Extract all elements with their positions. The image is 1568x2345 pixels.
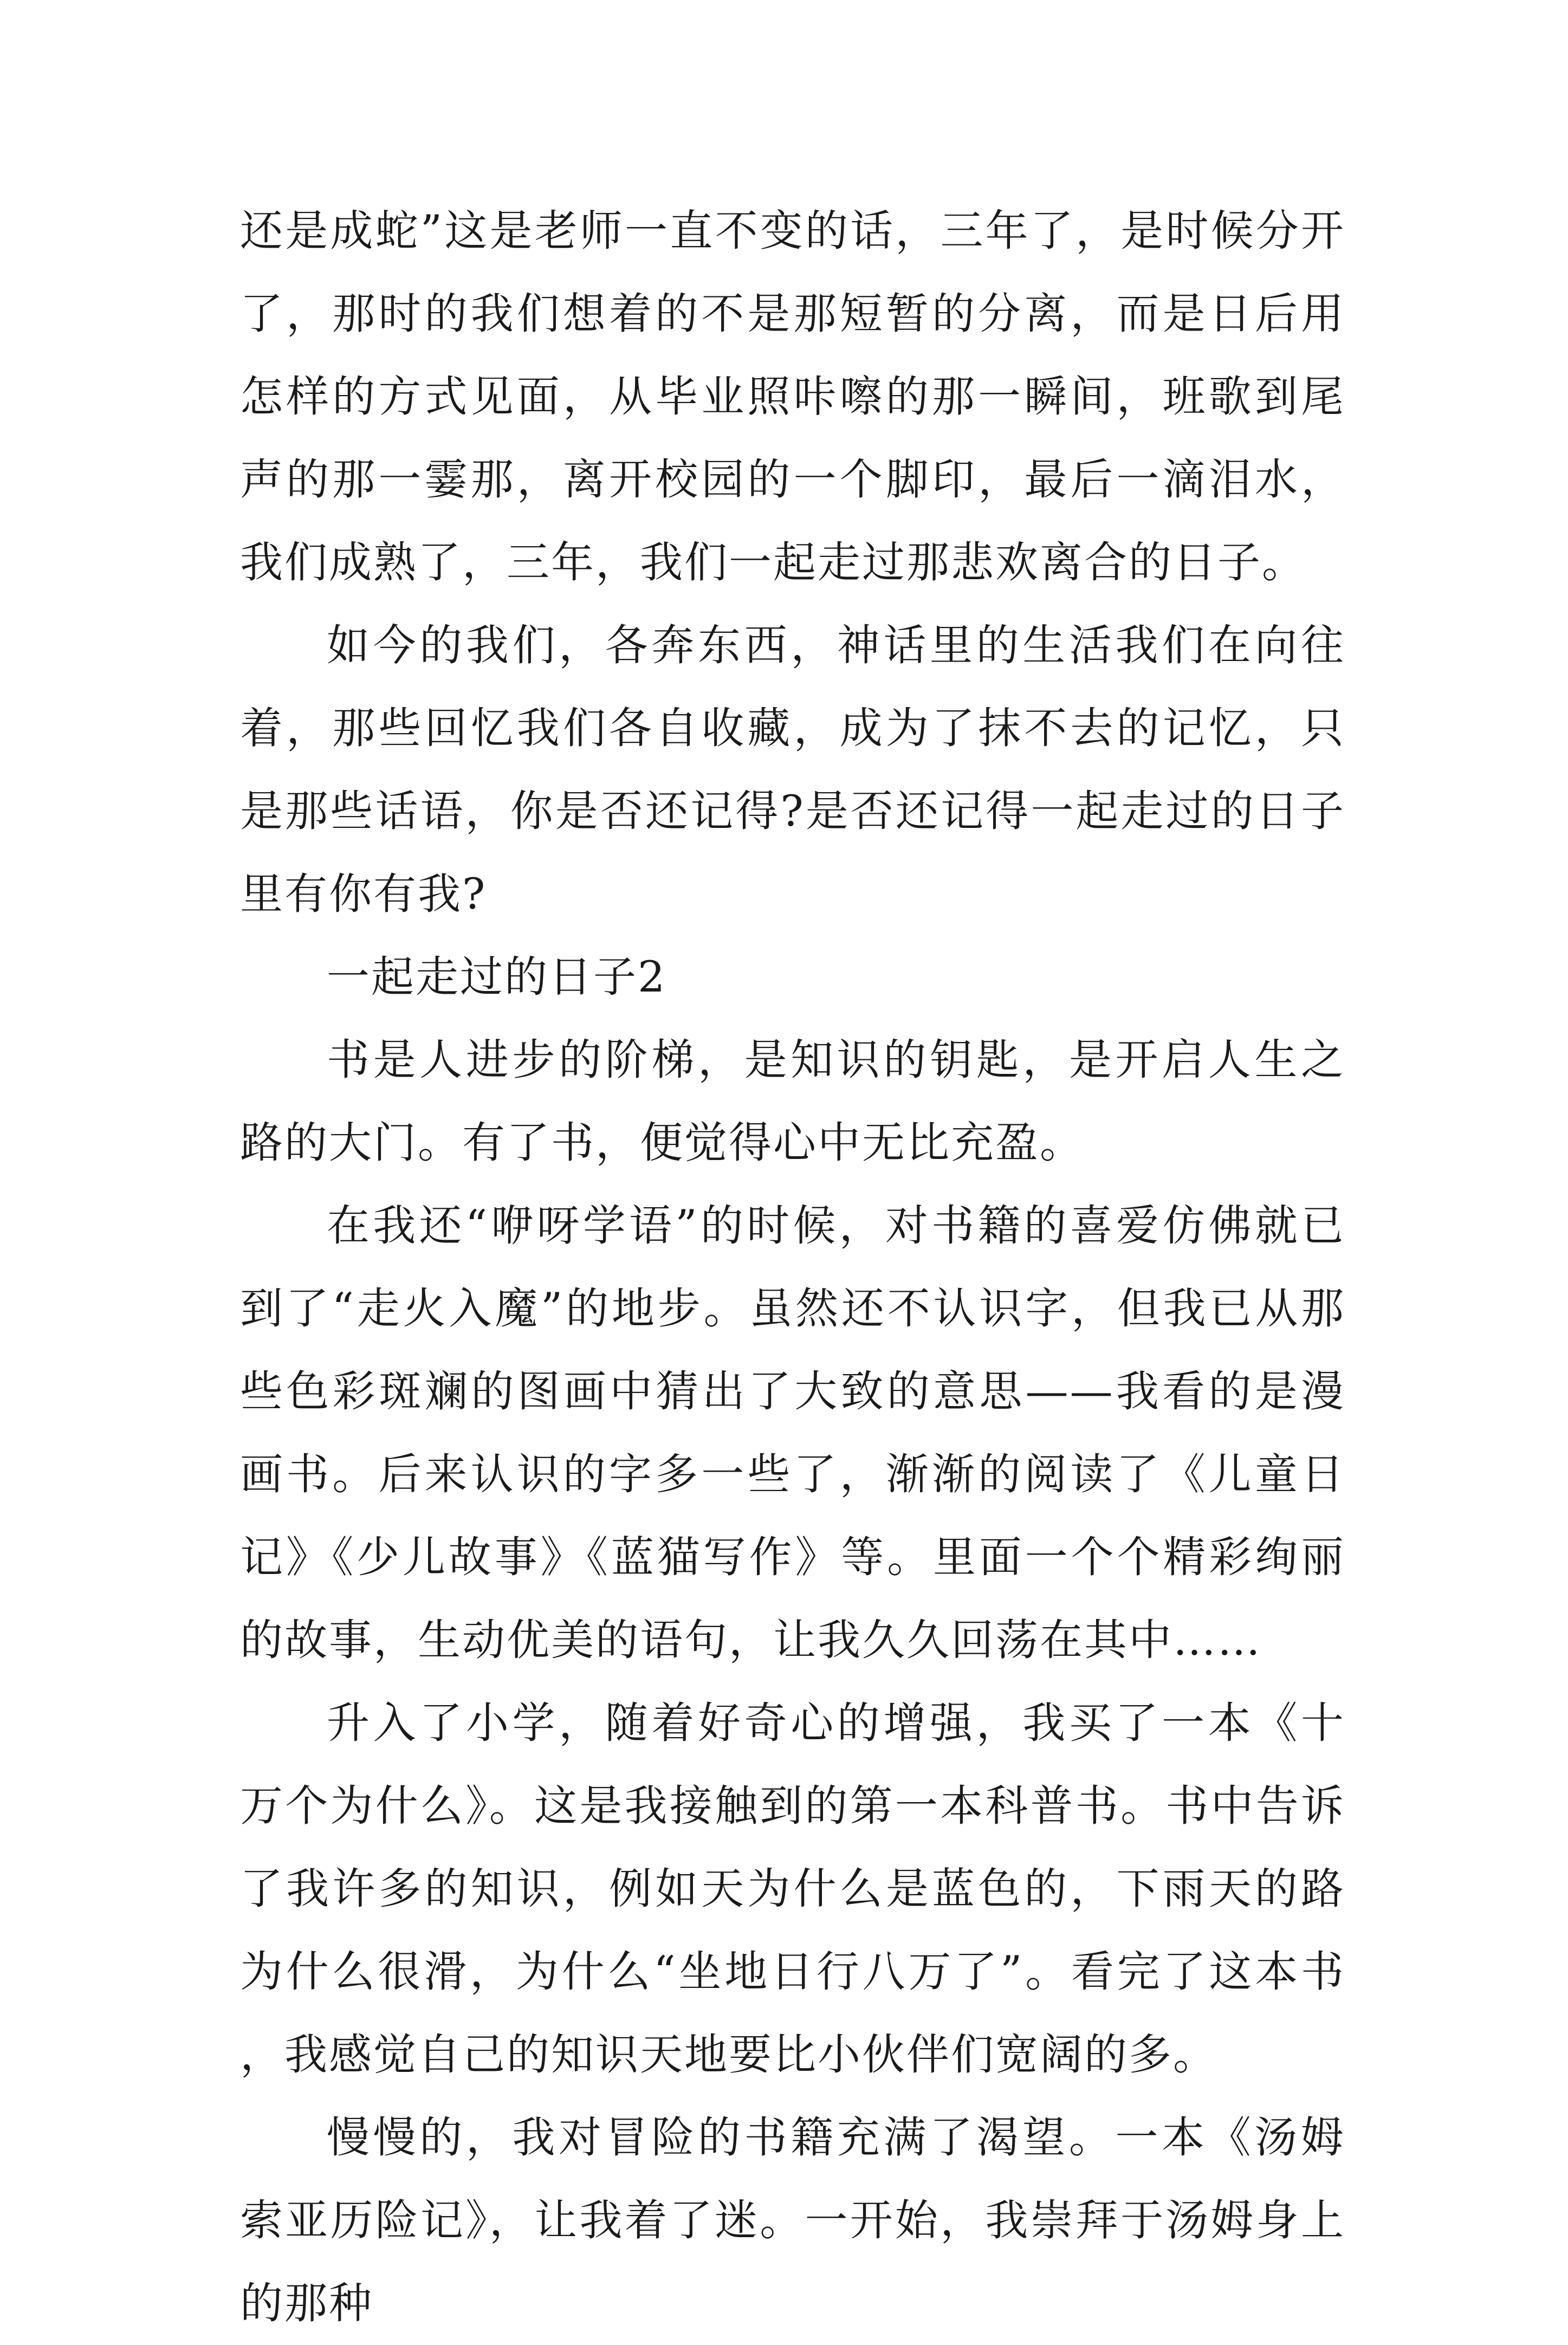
paragraph-3: 书是人进步的阶梯，是知识的钥匙，是开启人生之路的大门。有了书，便觉得心中无比充盈。: [240, 1035, 1345, 1168]
paragraph-4: 在我还“咿呀学语”的时候，对书籍的喜爱仿佛就已到了“走火入魔”的地步。虽然还不认识字，但我已从那些色彩斑斓的图画中猜出了大致的意思——我看的是漫画书。后来认识的字多一些了，渐渐的阅读了《儿童日记》《少儿故事》《蓝猫写作》等。里面一个个精彩绚丽的故事，生动优美的语句，让我久久回荡在其中……: [240, 1201, 1345, 1665]
paragraph-2: 如今的我们，各奔东西，神话里的生活我们在向往着，那些回忆我们各自收藏，成为了抹不去的记忆，只是那些话语，你是否还记得?是否还记得一起走过的日子里有你有我?: [240, 620, 1345, 919]
section-heading: 一起走过的日子2: [327, 952, 667, 1002]
document-body: [240, 190, 1345, 2345]
paragraph-6: 慢慢的，我对冒险的书籍充满了渴望。一本《汤姆索亚历险记》，让我着了迷。一开始，我崇拜于汤姆身上的那种: [240, 2113, 1345, 2328]
paragraph-5: 升入了小学，随着好奇心的增强，我买了一本《十万个为什么》。这是我接触到的第一本科普书。书中告诉了我许多的知识，例如天为什么是蓝色的，下雨天的路为什么很滑，为什么“坐地日行八万了”。看完了这本书，我感觉自己的知识天地要比小伙伴们宽阔的多。: [240, 1698, 1345, 2080]
paragraph-1: 还是成蛇”这是老师一直不变的话，三年了，是时候分开了，那时的我们想着的不是那短暂的分离，而是日后用怎样的方式见面，从毕业照咔嚓的那一瞬间，班歌到尾声的那一霎那，离开校园的一个脚印，最后一滴泪水，我们成熟了，三年，我们一起走过那悲欢离合的日子。: [240, 206, 1345, 587]
